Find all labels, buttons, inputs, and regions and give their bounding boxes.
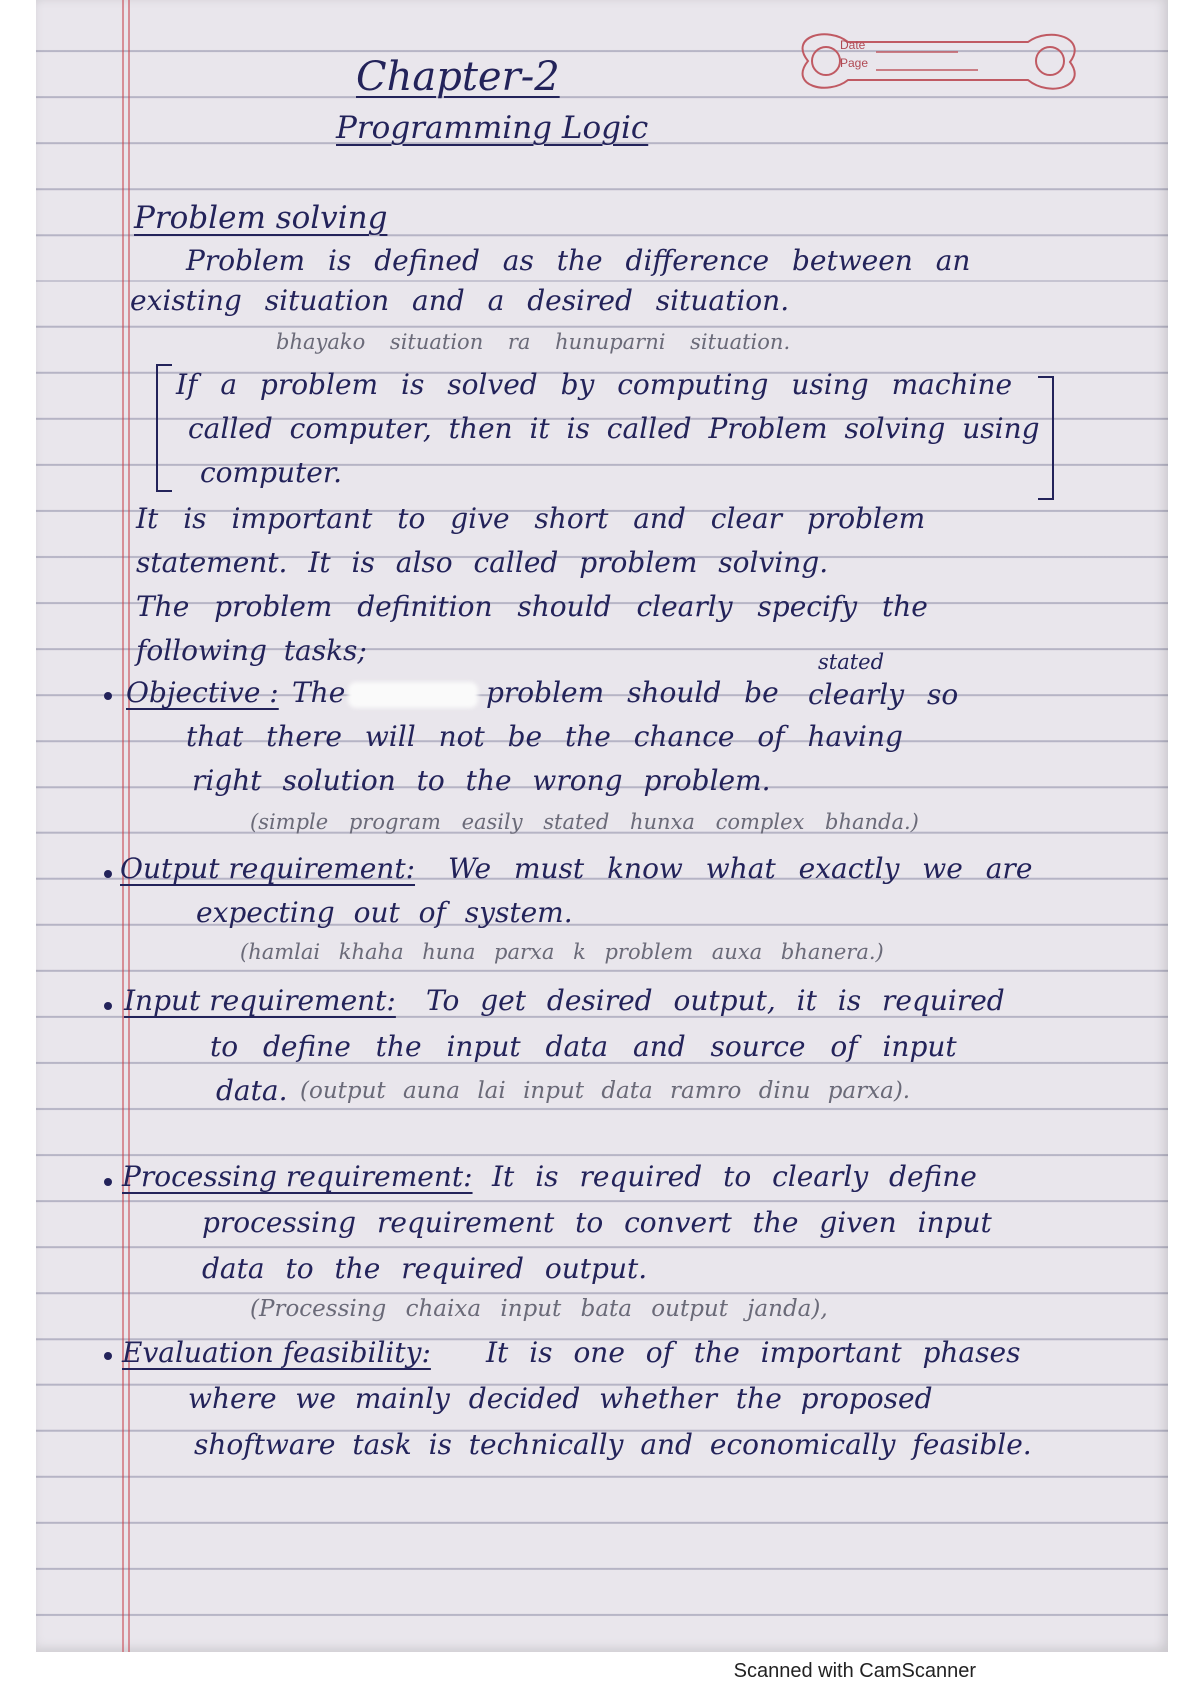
section-heading: Problem solving xyxy=(134,200,388,236)
bullet-output xyxy=(104,870,112,878)
input-requirement-line-1: To get desired output, it is required xyxy=(426,984,1005,1017)
processing-requirement-line-1: It is required to clearly define xyxy=(492,1160,977,1193)
evaluation-feasibility-line-1: It is one of the important phases xyxy=(486,1336,1021,1369)
chapter-subtitle: Programming Logic xyxy=(336,110,649,146)
box-line-1: If a problem is solved by computing using machine xyxy=(176,368,1013,401)
objective-note: (simple program easily stated hunxa complex bhanda.) xyxy=(250,810,919,834)
bullet-evaluation xyxy=(104,1352,112,1360)
output-requirement-line-1: We must know what exactly we are xyxy=(448,852,1033,885)
scanner-footer: Scanned with CamScanner xyxy=(733,1660,976,1682)
evaluation-feasibility-line-2: where we mainly decided whether the proposed xyxy=(188,1382,933,1415)
processing-requirement-line-2: processing requirement to convert the given input xyxy=(202,1206,992,1239)
definition-line-2: existing situation and a desired situation. xyxy=(130,284,790,317)
notebook-page xyxy=(36,0,1168,1652)
input-requirement-label: Input requirement: xyxy=(124,984,396,1017)
definition-note: bhayako situation ra hunuparni situation. xyxy=(276,330,791,354)
processing-requirement-label: Processing requirement: xyxy=(122,1160,473,1193)
objective-label: Objective : xyxy=(126,676,279,709)
bullet-objective xyxy=(104,692,112,700)
objective-insert: stated xyxy=(818,650,885,674)
definition-tasks-line-1: The problem definition should clearly specify the xyxy=(136,590,928,623)
box-right-bracket xyxy=(1038,376,1054,500)
objective-line-1c: clearly so xyxy=(808,678,959,711)
stamp-scroll-icon xyxy=(788,26,1084,96)
processing-requirement-line-3: data to the required output. xyxy=(202,1252,648,1285)
bullet-processing xyxy=(104,1178,112,1186)
input-requirement-note: (output auna lai input data ramro dinu parxa). xyxy=(300,1078,911,1104)
processing-requirement-note: (Processing chaixa input bata output janda), xyxy=(250,1296,828,1322)
box-line-2: called computer, then it is called Problem solving using xyxy=(188,412,1040,445)
output-requirement-label: Output requirement: xyxy=(120,852,416,885)
redacted-mark xyxy=(348,682,478,708)
bullet-input xyxy=(104,1002,112,1010)
chapter-title: Chapter-2 xyxy=(356,54,560,100)
evaluation-feasibility-label: Evaluation feasibility: xyxy=(122,1336,431,1369)
input-requirement-line-2: to define the input data and source of input xyxy=(210,1030,957,1063)
stamp-date-label: Date xyxy=(840,38,866,52)
objective-line-1b: problem should be xyxy=(486,676,779,709)
objective-line-3: right solution to the wrong problem. xyxy=(192,764,771,797)
margin-line-left xyxy=(122,0,124,1652)
stamp-page-label: Page xyxy=(840,56,869,70)
objective-line-1a: The xyxy=(292,676,346,709)
important-line-2: statement. It is also called problem solving. xyxy=(136,546,829,579)
output-requirement-line-2: expecting out of system. xyxy=(196,896,573,929)
output-requirement-note: (hamlai khaha huna parxa k problem auxa bhanera.) xyxy=(240,940,884,964)
date-page-stamp xyxy=(788,26,1084,96)
objective-line-2: that there will not be the chance of having xyxy=(186,720,903,753)
definition-tasks-line-2: following tasks; xyxy=(136,634,367,667)
box-left-bracket xyxy=(156,364,172,492)
definition-line-1: Problem is defined as the difference between an xyxy=(186,244,971,277)
box-line-3: computer. xyxy=(200,456,343,489)
input-requirement-line-3: data. xyxy=(216,1074,288,1107)
margin-line-left-inner xyxy=(128,0,130,1652)
evaluation-feasibility-line-3: shoftware task is technically and economically feasible. xyxy=(194,1428,1032,1461)
important-line-1: It is important to give short and clear problem xyxy=(136,502,926,535)
